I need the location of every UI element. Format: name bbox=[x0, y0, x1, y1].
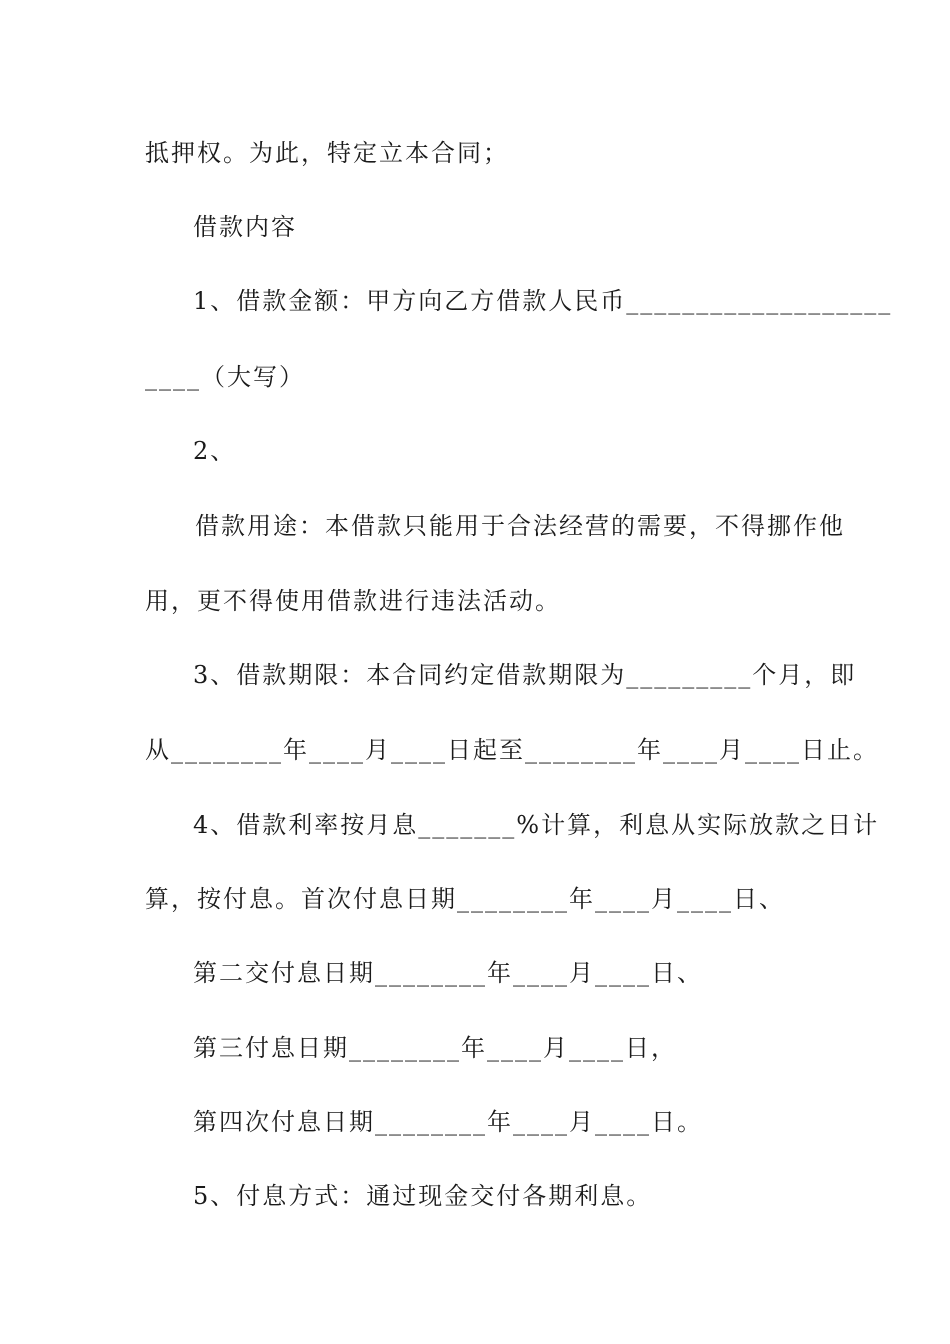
clause-2-loan-purpose: 借款用途：本借款只能用于合法经营的需要，不得挪作他 bbox=[195, 512, 845, 540]
clause-1-continuation: ____（大写） bbox=[145, 363, 305, 391]
clause-5-payment-method: 5、付息方式：通过现金交付各期利息。 bbox=[193, 1182, 653, 1210]
third-payment-date: 第三付息日期________年____月____日， bbox=[193, 1034, 677, 1062]
clause-2-number: 2、 bbox=[193, 437, 237, 465]
section-heading-loan-content: 借款内容 bbox=[193, 213, 297, 241]
clause-4-interest-rate: 4、借款利率按月息_______%计算，利息从实际放款之日计 bbox=[193, 811, 880, 839]
clause-2-continuation: 用，更不得使用借款进行违法活动。 bbox=[145, 587, 561, 615]
text-line-1: 抵押权。为此，特定立本合同； bbox=[145, 139, 509, 167]
clause-3-loan-term: 3、借款期限：本合同约定借款期限为_________个月，即 bbox=[193, 661, 857, 689]
clause-4-continuation: 算，按付息。首次付息日期________年____月____日、 bbox=[145, 885, 785, 913]
clause-1-loan-amount: 1、借款金额：甲方向乙方借款人民币___________________ bbox=[193, 287, 893, 315]
clause-3-continuation: 从________年____月____日起至________年____月____日止。 bbox=[145, 736, 879, 764]
second-payment-date: 第二交付息日期________年____月____日、 bbox=[193, 959, 703, 987]
fourth-payment-date: 第四次付息日期________年____月____日。 bbox=[193, 1108, 703, 1136]
